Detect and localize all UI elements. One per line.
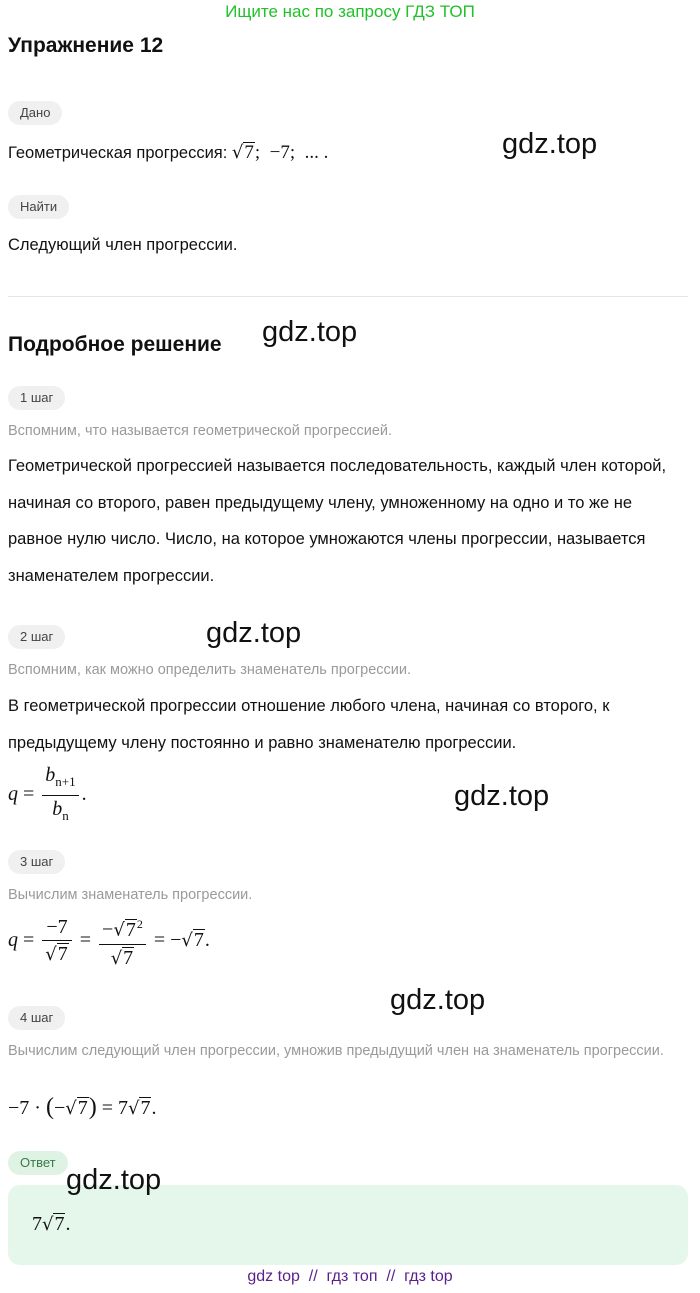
watermark: gdz.top: [454, 780, 550, 812]
solution-title: Подробное решение: [8, 333, 222, 356]
given-terms: √7; −7; ... .: [231, 142, 329, 163]
step-1-label: 1 шаг: [8, 386, 65, 410]
answer-box: [8, 1185, 688, 1265]
footer-links[interactable]: gdz top // гдз топ // гдз top: [247, 1268, 453, 1285]
find-label: Найти: [8, 195, 69, 219]
watermark: gdz.top: [262, 316, 358, 348]
step-3-hint: Вычислим знаменатель прогрессии.: [8, 887, 253, 903]
given-text: [8, 142, 328, 164]
given-prefix: Геометрическая прогрессия:: [8, 144, 228, 162]
step-1-hint: Вспомним, что называется геометрической прогрессией.: [8, 423, 393, 439]
find-text: Следующий член прогрессии.: [8, 236, 238, 254]
given-label: Дано: [8, 101, 62, 125]
watermark: gdz.top: [390, 984, 486, 1016]
step-1-text: Геометрической прогрессией называется последовательность, каждый член которой, начиная со второго, равен предыдущему члену, умноженному на одно и то же не равное нулю число. Число, на которое умножаются члены прогрессии, называется знаменателем прогрессии.: [8, 457, 667, 585]
step-2-text: В геометрической прогрессии отношение любого члена, начиная со второго, к предыдущему члену постоянно и равно знаменателю прогрессии.: [8, 697, 610, 752]
step-3-formula: q = $\frac{-7}{√7}$ = $\frac{-√7^2}{√7}$ = −√7.: [8, 913, 210, 970]
step-2-formula: q = $\frac{b_{n+1}}{b_n}$ .: [8, 764, 87, 823]
step-4-label: 4 шаг: [8, 1006, 65, 1030]
step-3-label: 3 шаг: [8, 850, 65, 874]
step-4-formula: −7 · (−√7) = 7√7.: [8, 1094, 157, 1120]
step-2-hint: Вспомним, как можно определить знаменатель прогрессии.: [8, 662, 411, 678]
answer-value: 7√7.: [32, 1213, 71, 1235]
watermark: gdz.top: [206, 617, 302, 649]
watermark: gdz.top: [66, 1164, 162, 1196]
page-title: Упражнение 12: [8, 34, 164, 57]
watermark: gdz.top: [502, 128, 598, 160]
answer-label: Ответ: [8, 1151, 68, 1175]
divider: [8, 296, 688, 297]
step-2-label: 2 шаг: [8, 625, 65, 649]
step-4-hint: Вычислим следующий член прогрессии, умножив предыдущий член на знаменатель прогрессии.: [8, 1043, 664, 1059]
search-banner[interactable]: Ищите нас по запросу ГДЗ ТОП: [225, 2, 475, 21]
